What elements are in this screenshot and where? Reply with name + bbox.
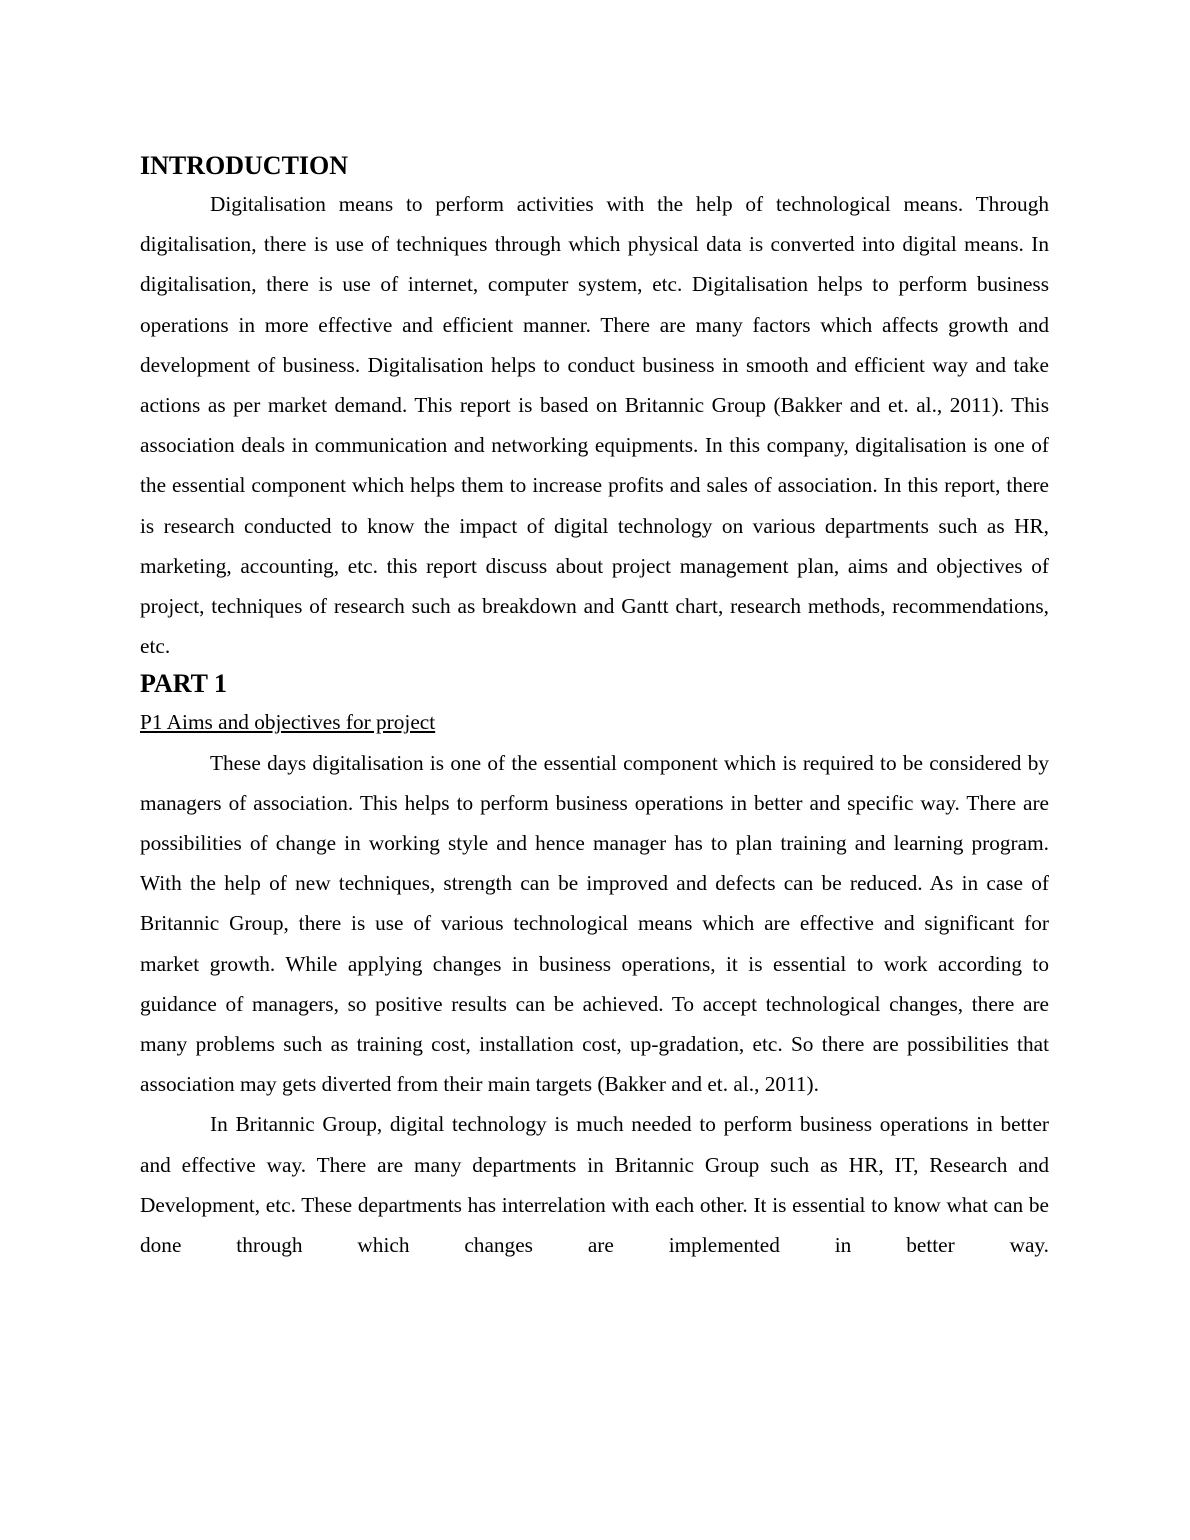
document-page: [140, 148, 1049, 1265]
part-1-heading: PART 1: [140, 669, 227, 699]
introduction-heading: INTRODUCTION: [140, 151, 349, 180]
p1-paragraph-1: These days digitalisation is one of the essential component which is required to be considered by managers of association. This helps to perform business operations in better and specific way. There are possibilities of change in working style and hence manager has to plan training and learning program. With the help of new techniques, strength can be improved and defects can be reduced. As in case of Britannic Group, there is use of various technological means which are effective and significant for market growth. While applying changes in business operations, it is essential to work according to guidance of managers, so positive results can be achieved. To accept technological changes, there are many problems such as training cost, installation cost, up-gradation, etc. So there are possibilities that association may gets diverted from their main targets (Bakker and et. al., 2011).: [140, 750, 1049, 1097]
introduction-paragraph: Digitalisation means to perform activities with the help of technological means. Through digitalisation, there is use of techniques through which physical data is converted into digital means. In digitalisation, there is use of internet, computer system, etc. Digitalisation helps to perform business operations in more effective and efficient manner. There are many factors which affects growth and development of business. Digitalisation helps to conduct business in smooth and efficient way and take actions as per market demand. This report is based on Britannic Group (Bakker and et. al., 2011). This association deals in communication and networking equipments. In this company, digitalisation is one of the essential component which helps them to increase profits and sales of association. In this report, there is research conducted to know the impact of digital technology on various departments such as HR, marketing, accounting, etc. this report discuss about project management plan, aims and objectives of project, techniques of research such as breakdown and Gantt chart, research methods, recommendations, etc.: [140, 192, 1049, 659]
p1-paragraph-2: In Britannic Group, digital technology is much needed to perform business operations in better and effective way. There are many departments in Britannic Group such as HR, IT, Research and Development, etc. These departments has interrelation with each other. It is essential to know what can be done through which changes are implemented in better way.: [140, 1112, 1049, 1258]
p1-aims-subheading: P1 Aims and objectives for project: [140, 710, 436, 735]
